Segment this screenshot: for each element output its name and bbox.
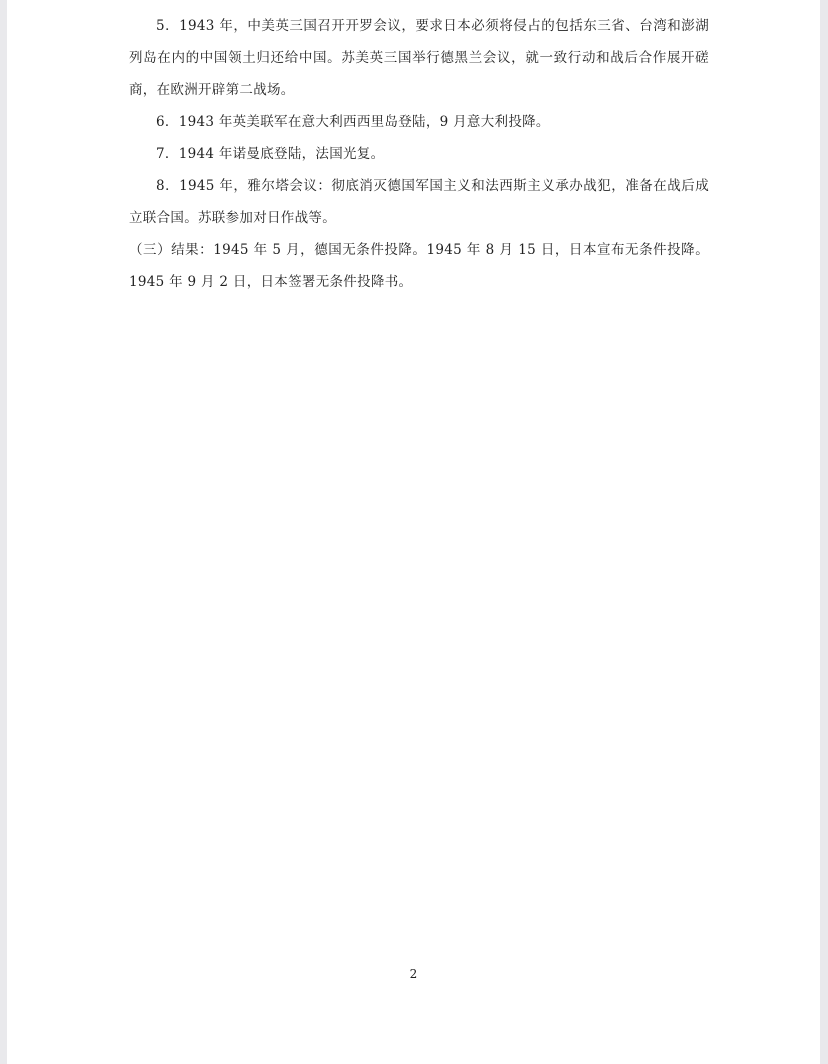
page-content xyxy=(129,10,709,298)
page-number: 2 xyxy=(409,967,418,981)
paragraph-item-7: 7．1944 年诺曼底登陆，法国光复。 xyxy=(156,146,385,162)
paragraph-item-6: 6．1943 年英美联军在意大利西西里岛登陆，9 月意大利投降。 xyxy=(156,114,550,130)
paragraph-item-8: 8．1945 年，雅尔塔会议：彻底消灭德国军国主义和法西斯主义承办战犯，准备在战后成立联合国。苏联参加对日作战等。 xyxy=(129,178,709,226)
document-page xyxy=(7,0,820,1064)
paragraph-item-5: 5．1943 年，中美英三国召开开罗会议，要求日本必须将侵占的包括东三省、台湾和澎湖列岛在内的中国领土归还给中国。苏美英三国举行德黑兰会议，就一致行动和战后合作展开磋商，在欧洲开辟第二战场。 xyxy=(129,18,709,98)
paragraph-result: （三）结果：1945 年 5 月，德国无条件投降。1945 年 8 月 15 日，日本宣布无条件投降。1945 年 9 月 2 日，日本签署无条件投降书。 xyxy=(129,242,709,290)
